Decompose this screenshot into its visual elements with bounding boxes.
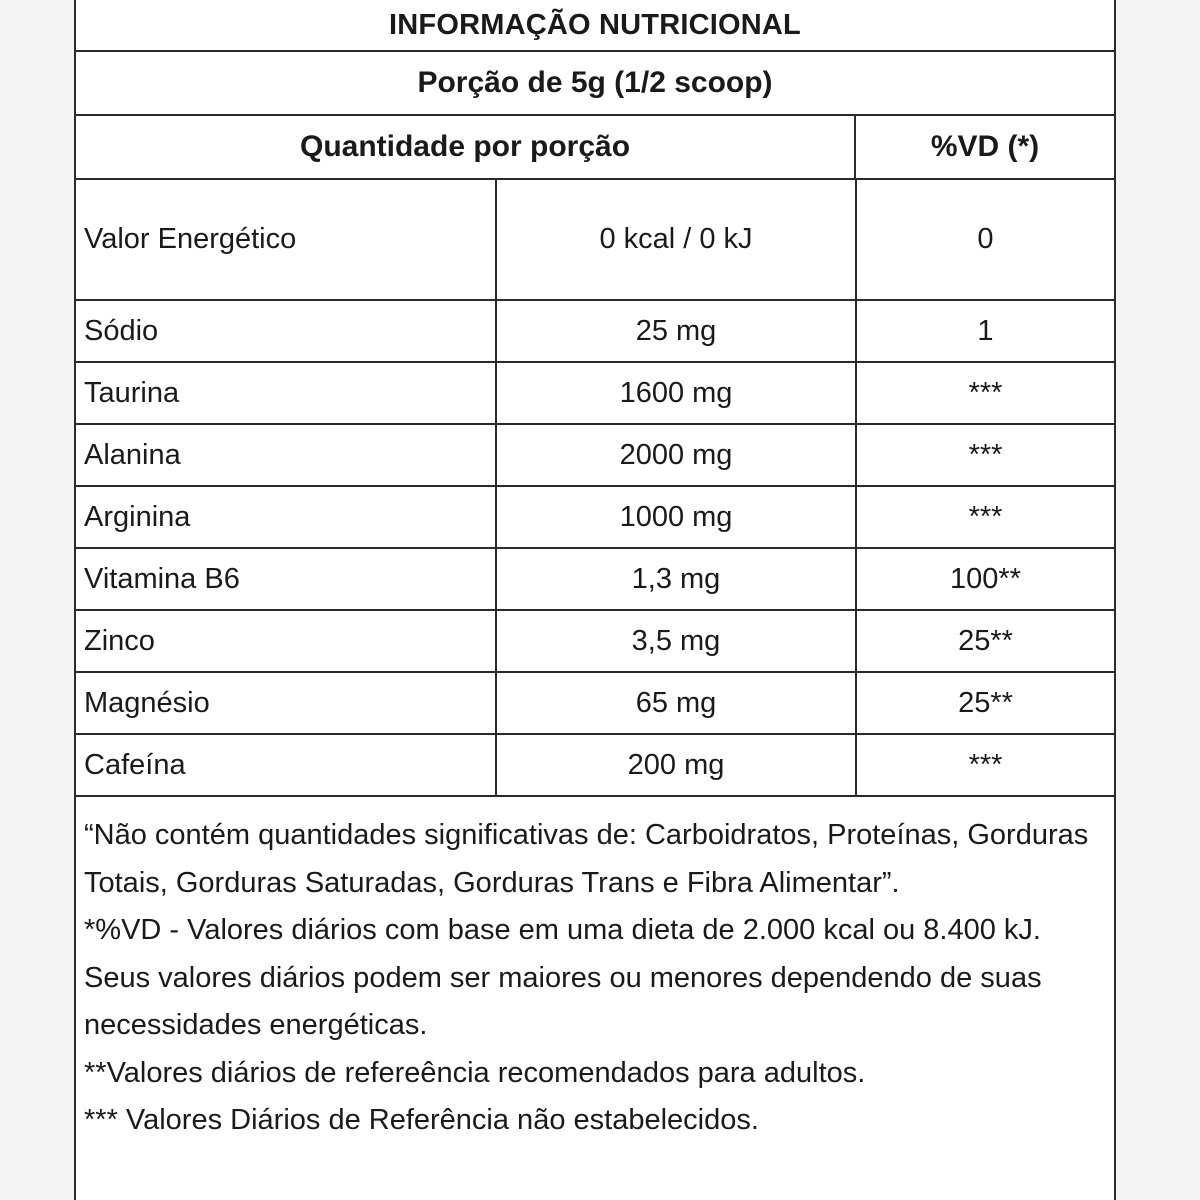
table-row	[76, 180, 1114, 300]
footnote-not-significant: “Não contém quantidades significativas de: Carboidratos, Proteínas, Gorduras Totais, Gorduras Saturadas, Gorduras Trans e Fibra Alimentar”.	[84, 819, 1089, 899]
nutrient-name: Zinco	[76, 610, 496, 672]
footnote-not-established: *** Valores Diários de Referência não estabelecidos.	[84, 1104, 759, 1136]
nutrient-name: Magnésio	[76, 672, 496, 734]
nutrient-amount: 3,5 mg	[496, 610, 856, 672]
column-header-row	[76, 116, 1114, 180]
table-row	[76, 300, 1114, 362]
table-title: INFORMAÇÃO NUTRICIONAL	[76, 0, 1114, 52]
footnote-daily-value: *%VD - Valores diários com base em uma dieta de 2.000 kcal ou 8.400 kJ. Seus valores diários podem ser maiores ou menores dependendo de suas necessidades energéticas.	[84, 914, 1042, 1041]
serving-size: Porção de 5g (1/2 scoop)	[76, 52, 1114, 116]
nutrient-name: Arginina	[76, 486, 496, 548]
nutrient-daily-value: ***	[856, 362, 1114, 424]
table-row	[76, 734, 1114, 796]
nutrient-name: Taurina	[76, 362, 496, 424]
nutrient-daily-value: 1	[856, 300, 1114, 362]
table-row	[76, 424, 1114, 486]
nutrient-name: Cafeína	[76, 734, 496, 796]
nutrient-name: Alanina	[76, 424, 496, 486]
table-row	[76, 672, 1114, 734]
nutrient-daily-value: ***	[856, 734, 1114, 796]
nutrient-name: Sódio	[76, 300, 496, 362]
nutrition-facts-panel	[74, 0, 1116, 1200]
nutrient-daily-value: 25**	[856, 672, 1114, 734]
nutrient-daily-value: ***	[856, 424, 1114, 486]
nutrient-amount: 2000 mg	[496, 424, 856, 486]
nutrient-name: Vitamina B6	[76, 548, 496, 610]
nutrient-amount: 0 kcal / 0 kJ	[496, 180, 856, 300]
nutrient-daily-value: ***	[856, 486, 1114, 548]
daily-value-header: %VD (*)	[930, 130, 1040, 163]
nutrient-daily-value: 25**	[856, 610, 1114, 672]
nutrient-amount: 1000 mg	[496, 486, 856, 548]
nutrient-daily-value: 100**	[856, 548, 1114, 610]
nutrient-daily-value: 0	[856, 180, 1114, 300]
nutrient-amount: 65 mg	[496, 672, 856, 734]
table-row	[76, 362, 1114, 424]
table-row	[76, 486, 1114, 548]
nutrient-amount: 200 mg	[496, 734, 856, 796]
nutrient-amount: 25 mg	[496, 300, 856, 362]
nutrient-amount: 1,3 mg	[496, 548, 856, 610]
table-row	[76, 610, 1114, 672]
nutrient-amount: 1600 mg	[496, 362, 856, 424]
footnote-adult-reference: **Valores diários de refereência recomendados para adultos.	[84, 1056, 866, 1089]
nutrient-table	[76, 180, 1114, 797]
table-row	[76, 548, 1114, 610]
footnotes	[84, 812, 1108, 1145]
quantity-header: Quantidade por porção	[76, 116, 856, 178]
nutrient-name: Valor Energético	[76, 180, 496, 300]
